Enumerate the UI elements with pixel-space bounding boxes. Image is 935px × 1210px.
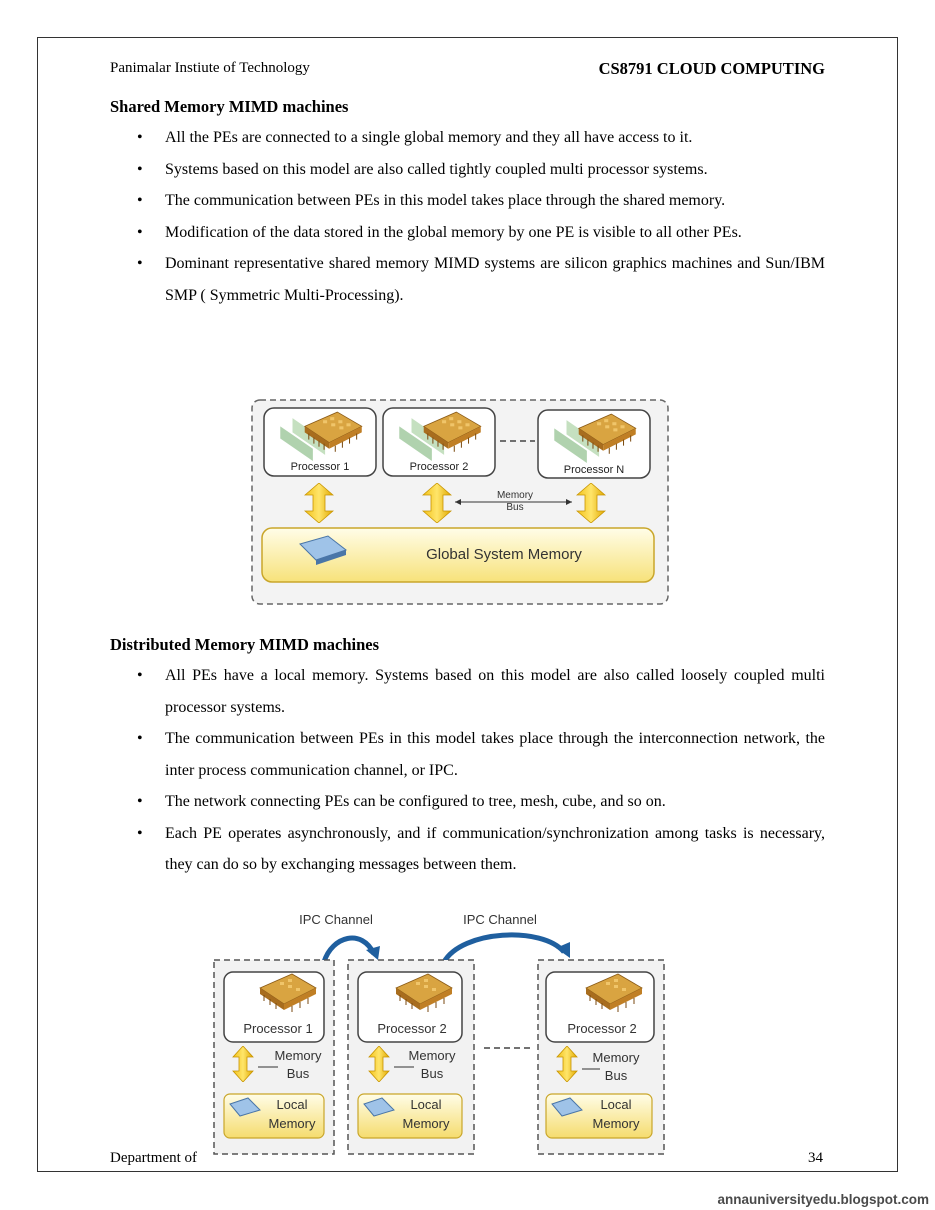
node-2 [348,960,474,1154]
bullet-text: Each PE operates asynchronously, and if communication/synchronization among tasks is necessary, they can do so by exchanging messages between them. [165,824,825,873]
list-item [110,248,825,311]
bullet-text: All PEs have a local memory. Systems based on this model are also called loosely coupled multi processor systems. [165,667,825,716]
bullet-text: The communication between PEs in this model takes place through the shared memory. [165,192,726,209]
node-3-local-label-line1: Local [600,1097,632,1112]
global-memory-box [262,528,654,582]
header-course-title: CS8791 CLOUD COMPUTING [598,59,825,78]
ipc-channel-1-label: IPC Channel [299,912,373,927]
processor-2-box [383,408,495,476]
distributed-memory-bullet-list [110,660,825,881]
node-2-local-label-line1: Local [410,1097,442,1112]
list-item [110,122,825,154]
ipc-channel-2-arc [444,935,564,962]
node-2-processor-label: Processor 2 [377,1021,447,1036]
node-1 [214,960,334,1154]
bullet-dot: • [137,223,143,241]
bullet-text: All the PEs are connected to a single global memory and they all have access to it. [165,129,693,146]
watermark-url: annauniversityedu.blogspot.com [717,1192,929,1207]
bullet-dot: • [137,793,143,810]
list-item [110,154,825,186]
node-1-processor-label: Processor 1 [243,1021,313,1036]
header-institute: Panimalar Instiute of Technology [110,60,310,76]
bullet-dot: • [137,160,143,178]
memory-bus-label-line2: Bus [506,502,524,513]
page-number: 34 [808,1150,823,1166]
list-item [110,818,825,881]
node-1-local-label-line1: Local [276,1097,308,1112]
list-item [110,217,825,249]
memory-bus-label-line1: Memory [496,490,534,501]
node-1-local-label-line2: Memory [268,1116,316,1131]
list-item [110,723,825,786]
list-item [110,185,825,217]
node-2-bus-label-line2: Bus [420,1066,444,1081]
node-3-bus-label-line2: Bus [604,1068,628,1083]
bullet-dot: • [137,192,143,209]
processor-1-label: Processor 1 [290,461,350,473]
list-item [110,786,825,818]
node-3-local-label-line2: Memory [592,1116,640,1131]
processor-1-box [264,408,376,476]
processor-n-label: Processor N [563,464,625,476]
bullet-dot: • [137,667,143,684]
bullet-text: Dominant representative shared memory MIMD systems are silicon graphics machines and Sun/IBM SMP ( Symmetric Multi-Processing). [165,255,825,304]
bullet-dot: • [137,824,143,842]
processor-n-box [538,410,650,478]
global-memory-label: Global System Memory [426,546,582,563]
processor-2-label: Processor 2 [409,461,469,473]
bullet-dot: • [137,129,143,146]
node-3-processor-label: Processor 2 [567,1021,637,1036]
node-2-bus-label-line1: Memory [408,1048,456,1063]
list-item [110,660,825,723]
node-1-bus-label-line1: Memory [274,1048,322,1063]
footer-department: Department of [110,1150,198,1166]
bullet-text: Modification of the data stored in the global memory by one PE is visible to all other PEs. [165,223,742,241]
distributed-memory-diagram [212,906,668,1156]
ipc-channel-2-label: IPC Channel [463,912,537,927]
bullet-text: Systems based on this model are also called tightly coupled multi processor systems. [165,160,708,178]
shared-memory-heading: Shared Memory MIMD machines [110,97,349,116]
node-3-bus-label-line1: Memory [592,1050,640,1065]
node-1-bus-label-line2: Bus [286,1066,310,1081]
bullet-dot: • [137,730,143,747]
node-3 [538,960,664,1154]
bullet-dot: • [137,255,143,272]
bullet-text: The communication between PEs in this model takes place through the interconnection network, the inter process communication channel, or IPC. [165,730,825,779]
bullet-text: The network connecting PEs can be configured to tree, mesh, cube, and so on. [165,793,666,810]
node-2-local-label-line2: Memory [402,1116,450,1131]
shared-memory-bullet-list [110,122,825,311]
distributed-memory-heading: Distributed Memory MIMD machines [110,635,379,654]
shared-memory-diagram [250,398,670,606]
